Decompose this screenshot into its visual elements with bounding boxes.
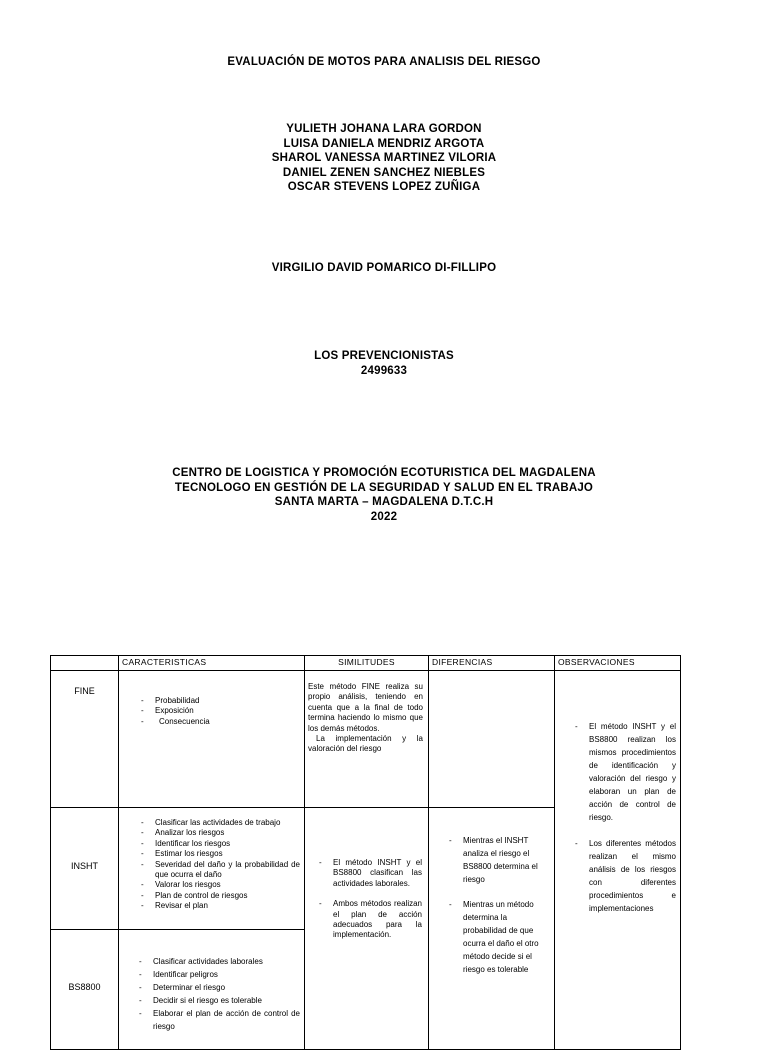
authors-block <box>0 122 768 195</box>
author-name: OSCAR STEVENS LOPEZ ZUÑIGA <box>287 181 481 194</box>
author-name: YULIETH JOHANA LARA GORDON <box>286 123 482 135</box>
list-item: - Mientras el INSHT analiza el riesgo el BS8800 determina el riesgo <box>443 834 548 886</box>
list-item: - Severidad del daño y la probabilidad de que ocurra el daño <box>137 860 300 881</box>
row-label-fine <box>51 671 119 808</box>
list-item: - Identificar peligros <box>133 968 300 981</box>
header-similitudes: SIMILITUDES <box>305 656 429 671</box>
diferencias-cell <box>429 808 555 1050</box>
list-item: - Analizar los riesgos <box>137 828 300 838</box>
list-item: - Mientras un método determina la probabilidad de que ocurra el daño el otro método decide si el riesgo es tolerable <box>443 898 548 976</box>
caracteristicas-bs8800 <box>119 930 305 1050</box>
list-item: - Consecuencia <box>137 717 304 727</box>
list-item: - Determinar el riesgo <box>133 981 300 994</box>
row-label-bs8800 <box>51 930 119 1050</box>
similitudes-fine <box>305 671 429 808</box>
title-text: EVALUACIÓN DE MOTOS PARA ANALISIS DEL RIESGO <box>227 56 541 68</box>
observaciones-cell <box>555 671 681 1050</box>
author-name: SHAROL VANESSA MARTINEZ VILORIA <box>271 152 497 165</box>
header-caracteristicas: CARACTERISTICAS <box>119 656 305 671</box>
list-item: - Valorar los riesgos <box>137 880 300 890</box>
diferencias-fine <box>429 671 555 808</box>
teacher-name: VIRGILIO DAVID POMARICO DI-FILLIPO <box>271 262 497 274</box>
paragraph: La implementación y la valoración del riesgo <box>308 734 423 754</box>
list-item: - Probabilidad <box>137 696 304 706</box>
list-item: - Clasificar las actividades de trabajo <box>137 818 300 828</box>
group-name: LOS PREVENCIONISTAS <box>314 350 454 362</box>
institution-block <box>0 466 768 524</box>
row-label-insht <box>51 808 119 930</box>
caracteristicas-fine <box>119 671 305 808</box>
list-item: - Exposición <box>137 706 304 716</box>
institution-year: 2022 <box>370 510 398 523</box>
institution-line: TECNOLOGO EN GESTIÓN DE LA SEGURIDAD Y SALUD EN EL TRABAJO <box>174 481 594 494</box>
list-item: - Revisar el plan <box>137 901 300 911</box>
author-name: DANIEL ZENEN SANCHEZ NIEBLES <box>282 166 486 179</box>
list-item: - Clasificar actividades laborales <box>133 955 300 968</box>
list-item: - Elaborar el plan de acción de control de riesgo <box>133 1007 300 1033</box>
document-title <box>0 55 768 70</box>
list-item: - Los diferentes métodos realizan el mismo análisis de los riesgos con diferentes procedimientos e implementaciones <box>569 837 676 915</box>
table-row <box>51 671 681 808</box>
row-label-text: INSHT <box>71 861 98 871</box>
header-diferencias: DIFERENCIAS <box>429 656 555 671</box>
list-item: - Plan de control de riesgos <box>137 891 300 901</box>
list-item: - Estimar los riesgos <box>137 849 300 859</box>
table-header-row <box>51 656 681 671</box>
comparison-table <box>50 655 681 1050</box>
header-empty <box>51 656 119 671</box>
teacher-block <box>0 261 768 276</box>
list-item: - Decidir si el riesgo es tolerable <box>133 994 300 1007</box>
header-observaciones: OBSERVACIONES <box>555 656 681 671</box>
row-label-text: FINE <box>74 686 95 696</box>
list-item: - El método INSHT y el BS8800 realizan los mismos procedimientos de identificación y valoración del riesgo y elaboran un plan de acción de control de riesgo. <box>569 720 676 824</box>
list-item: - Identificar los riesgos <box>137 839 300 849</box>
institution-line: CENTRO DE LOGISTICA Y PROMOCIÓN ECOTURISTICA DEL MAGDALENA <box>172 467 596 479</box>
institution-line: SANTA MARTA – MAGDALENA D.T.C.H <box>274 496 494 509</box>
similitudes-shared <box>305 808 429 1050</box>
list-item: - Ambos métodos realizan el plan de acción adecuados para la implementación. <box>315 899 422 941</box>
list-item: - El método INSHT y el BS8800 clasifican las actividades laborales. <box>315 858 422 889</box>
author-name: LUISA DANIELA MENDRIZ ARGOTA <box>283 137 485 150</box>
row-label-text: BS8800 <box>68 982 101 992</box>
group-block <box>0 349 768 378</box>
caracteristicas-insht <box>119 808 305 930</box>
paragraph: Este método FINE realiza su propio análisis, teniendo en cuenta que a la final de todo termina haciendo lo mismo que los demás métodos. <box>308 682 423 733</box>
group-number: 2499633 <box>360 364 408 377</box>
